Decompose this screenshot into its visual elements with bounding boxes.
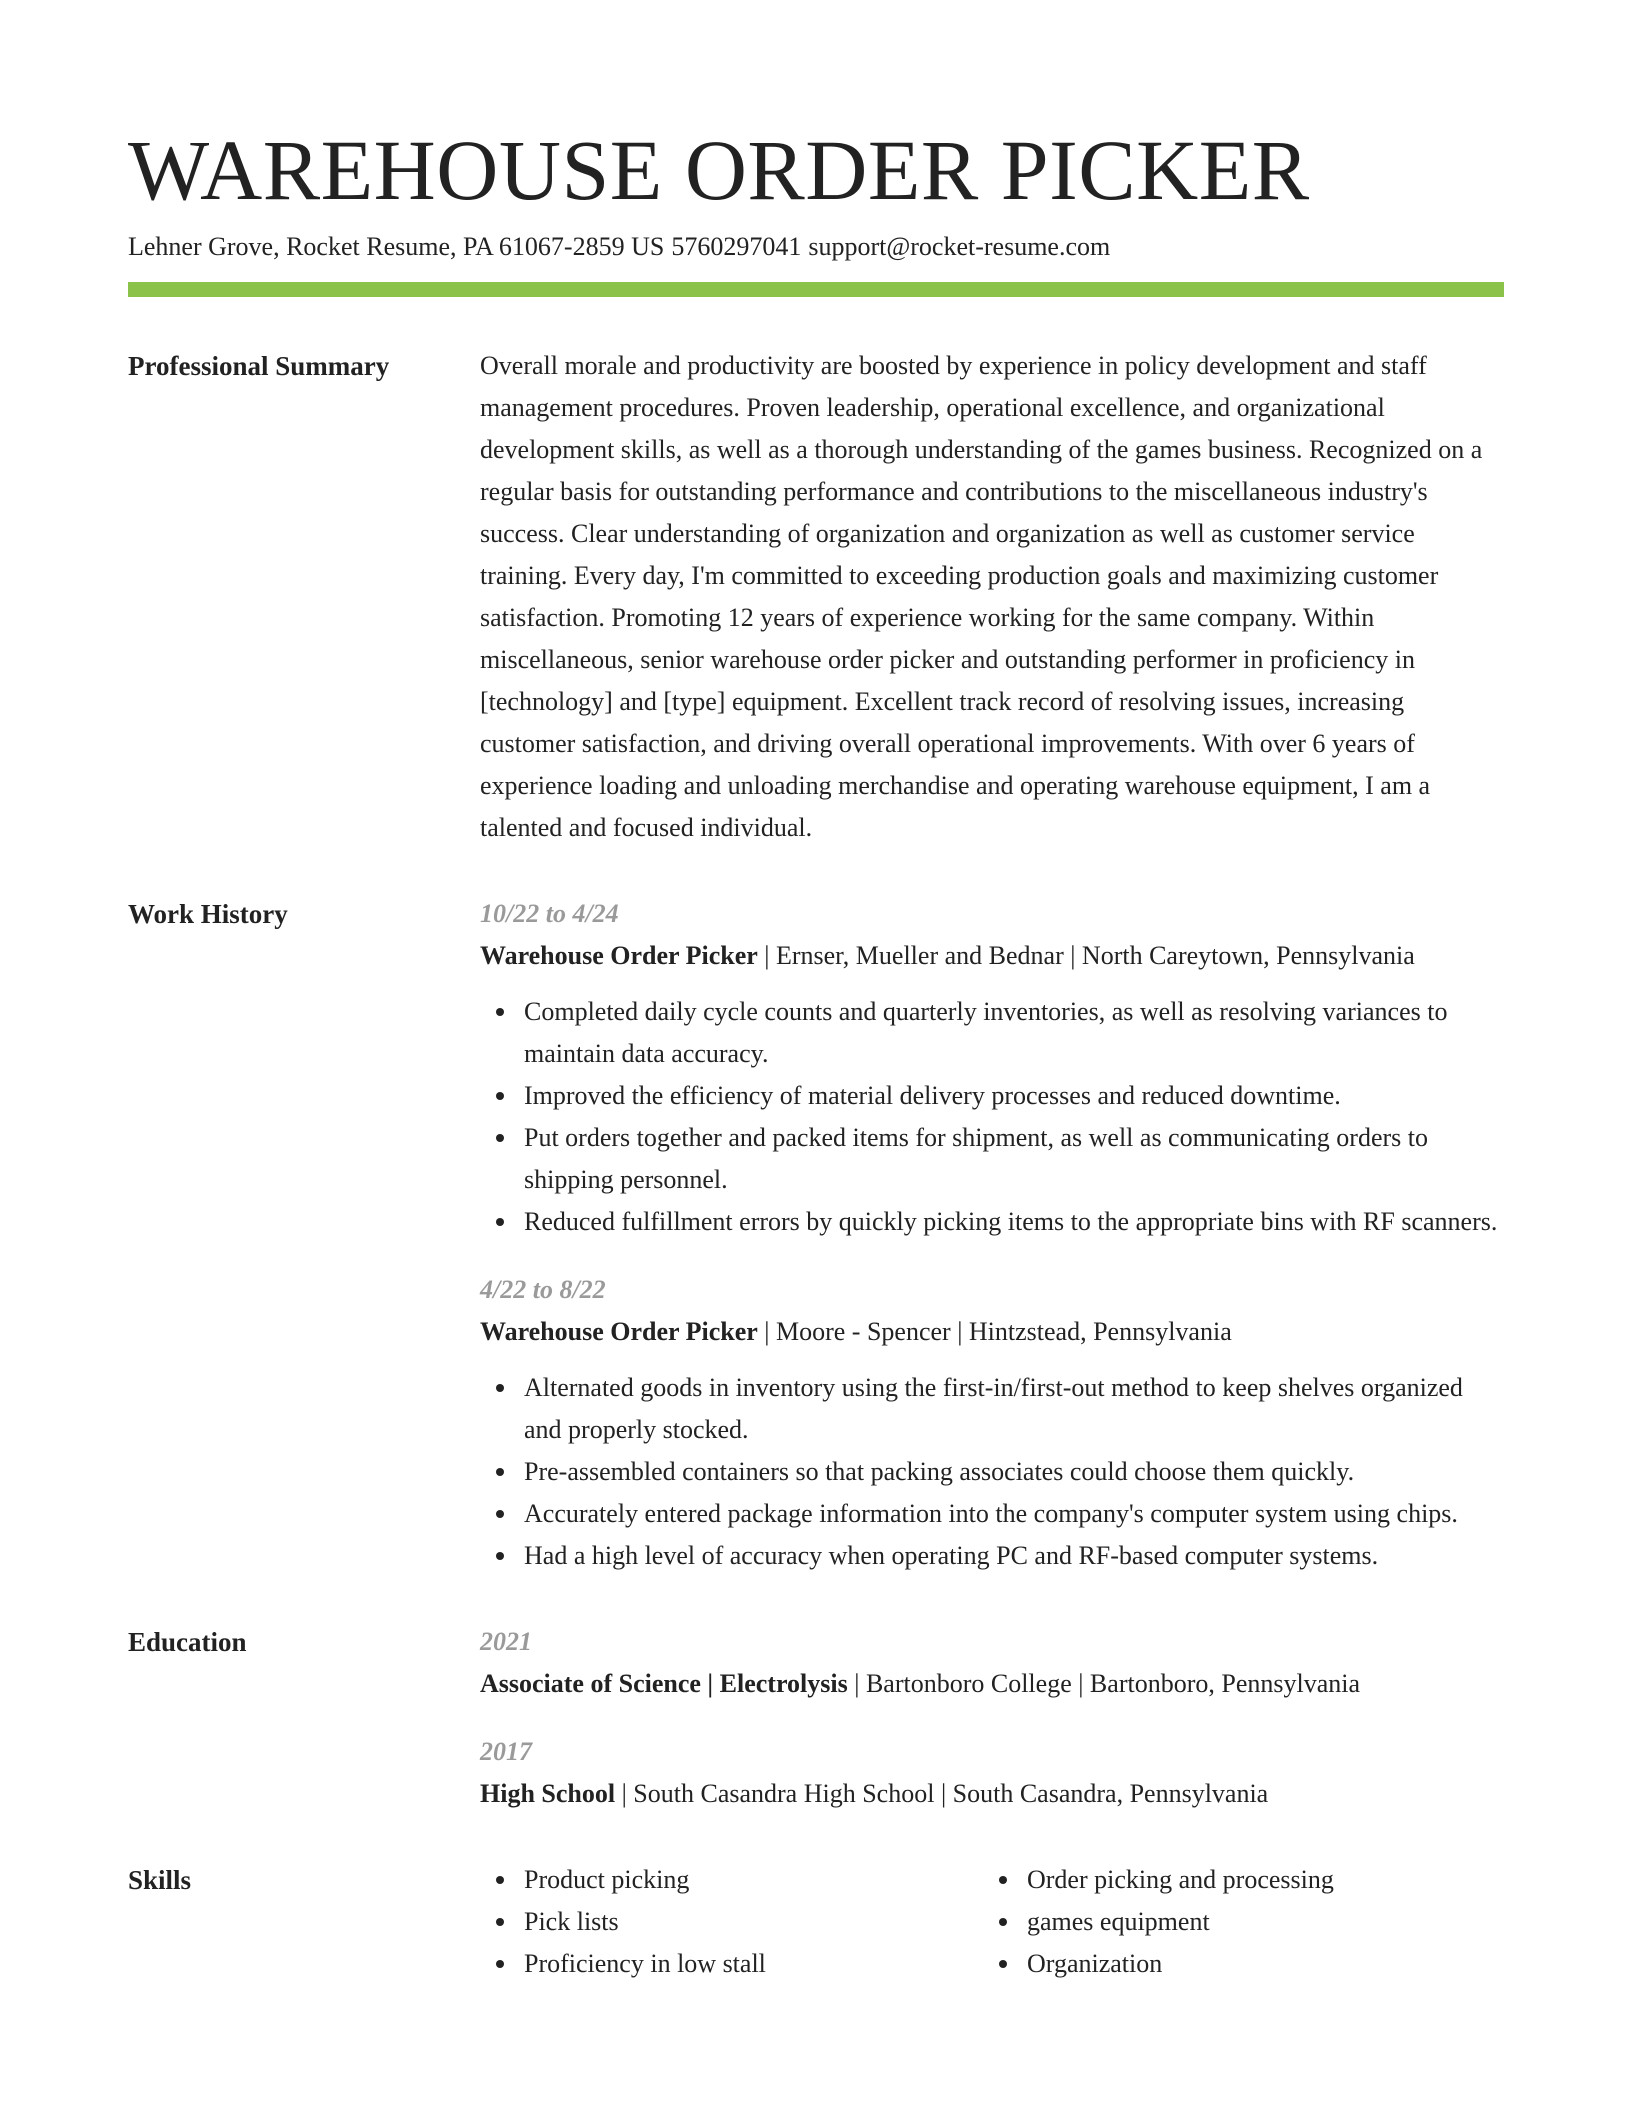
address: Lehner Grove, Rocket Resume, PA 61067-2859 US [128, 232, 665, 261]
resume-page [128, 0, 1504, 1985]
skills-grid [480, 1859, 1504, 1985]
job-dates: 10/22 to 4/24 [480, 899, 619, 928]
contact-line [128, 230, 1504, 264]
skill-item: Product picking [524, 1859, 983, 1901]
education-heading [480, 1663, 1504, 1705]
accent-divider [128, 282, 1504, 297]
section-label-skills: Skills [128, 1865, 192, 1895]
list-item: Improved the efficiency of material delivery processes and reduced downtime. [524, 1075, 1504, 1117]
skill-item: Order picking and processing [1027, 1859, 1486, 1901]
summary-text: Overall morale and productivity are boosted by experience in policy development and staff management procedures. Proven leadership, operational excellence, and organizational development skills, as well as a thorough understanding of the games business. Recognized on a regular basis for outstanding performance and contributions to the miscellaneous industry's success. Clear understanding of organization and organization as well as customer service training. Every day, I'm committed to exceeding production goals and maximizing customer satisfaction. Promoting 12 years of experience working for the same company. Within miscellaneous, senior warehouse order picker and outstanding performer in proficiency in [technology] and [type] equipment. Excellent track record of resolving issues, increasing customer satisfaction, and driving overall operational improvements. With over 6 years of experience loading and unloading merchandise and operating warehouse equipment, I am a talented and focused individual. [480, 351, 1483, 842]
education-section [128, 1625, 1504, 1815]
list-item: Pre-assembled containers so that packing associates could choose them quickly. [524, 1451, 1504, 1493]
job-employer-location: | Moore - Spencer | Hintzstead, Pennsylvania [757, 1317, 1232, 1346]
candidate-name: WAREHOUSE ORDER PICKER [128, 122, 1310, 218]
summary-section [128, 349, 1504, 849]
list-item: Had a high level of accuracy when operating PC and RF-based computer systems. [524, 1535, 1504, 1577]
job-entry [480, 1269, 1504, 1577]
section-label-education: Education [128, 1627, 247, 1657]
section-label-summary: Professional Summary [128, 351, 390, 381]
work-history-body [480, 897, 1504, 1577]
skills-list-right [983, 1859, 1486, 1985]
work-history-section [128, 897, 1504, 1577]
education-year: 2021 [480, 1627, 532, 1656]
skill-item: Proficiency in low stall [524, 1943, 983, 1985]
education-school-location: | Bartonboro College | Bartonboro, Pennsylvania [847, 1669, 1361, 1698]
education-year: 2017 [480, 1737, 532, 1766]
education-heading [480, 1773, 1504, 1815]
skills-list-left [480, 1859, 983, 1985]
list-item: Alternated goods in inventory using the first-in/first-out method to keep shelves organized and properly stocked. [524, 1367, 1504, 1451]
job-dates: 4/22 to 8/22 [480, 1275, 606, 1304]
skill-item: Organization [1027, 1943, 1486, 1985]
list-item: Put orders together and packed items for shipment, as well as communicating orders to shipping personnel. [524, 1117, 1504, 1201]
education-entry [480, 1731, 1504, 1815]
job-bullets [480, 1367, 1504, 1577]
summary-body [480, 349, 1504, 849]
education-entry [480, 1621, 1504, 1705]
email: support@rocket-resume.com [808, 232, 1111, 261]
list-item: Completed daily cycle counts and quarterly inventories, as well as resolving variances to maintain data accuracy. [524, 991, 1504, 1075]
list-item: Accurately entered package information into the company's computer system using chips. [524, 1493, 1504, 1535]
job-entry [480, 893, 1504, 1243]
skill-item: Pick lists [524, 1901, 983, 1943]
job-heading [480, 1311, 1504, 1353]
education-degree: High School [480, 1779, 616, 1808]
section-label-work-history: Work History [128, 899, 288, 929]
job-title: Warehouse Order Picker [480, 941, 758, 970]
list-item: Reduced fulfillment errors by quickly picking items to the appropriate bins with RF scanners. [524, 1201, 1504, 1243]
phone: 5760297041 [671, 232, 802, 261]
education-body [480, 1625, 1504, 1815]
skills-section [128, 1863, 1504, 1985]
job-heading [480, 935, 1504, 977]
job-bullets [480, 991, 1504, 1243]
job-employer-location: | Ernser, Mueller and Bednar | North Careytown, Pennsylvania [757, 941, 1415, 970]
education-degree: Associate of Science | Electrolysis [480, 1669, 848, 1698]
skills-body [480, 1863, 1504, 1985]
education-school-location: | South Casandra High School | South Casandra, Pennsylvania [615, 1779, 1269, 1808]
job-title: Warehouse Order Picker [480, 1317, 758, 1346]
skill-item: games equipment [1027, 1901, 1486, 1943]
